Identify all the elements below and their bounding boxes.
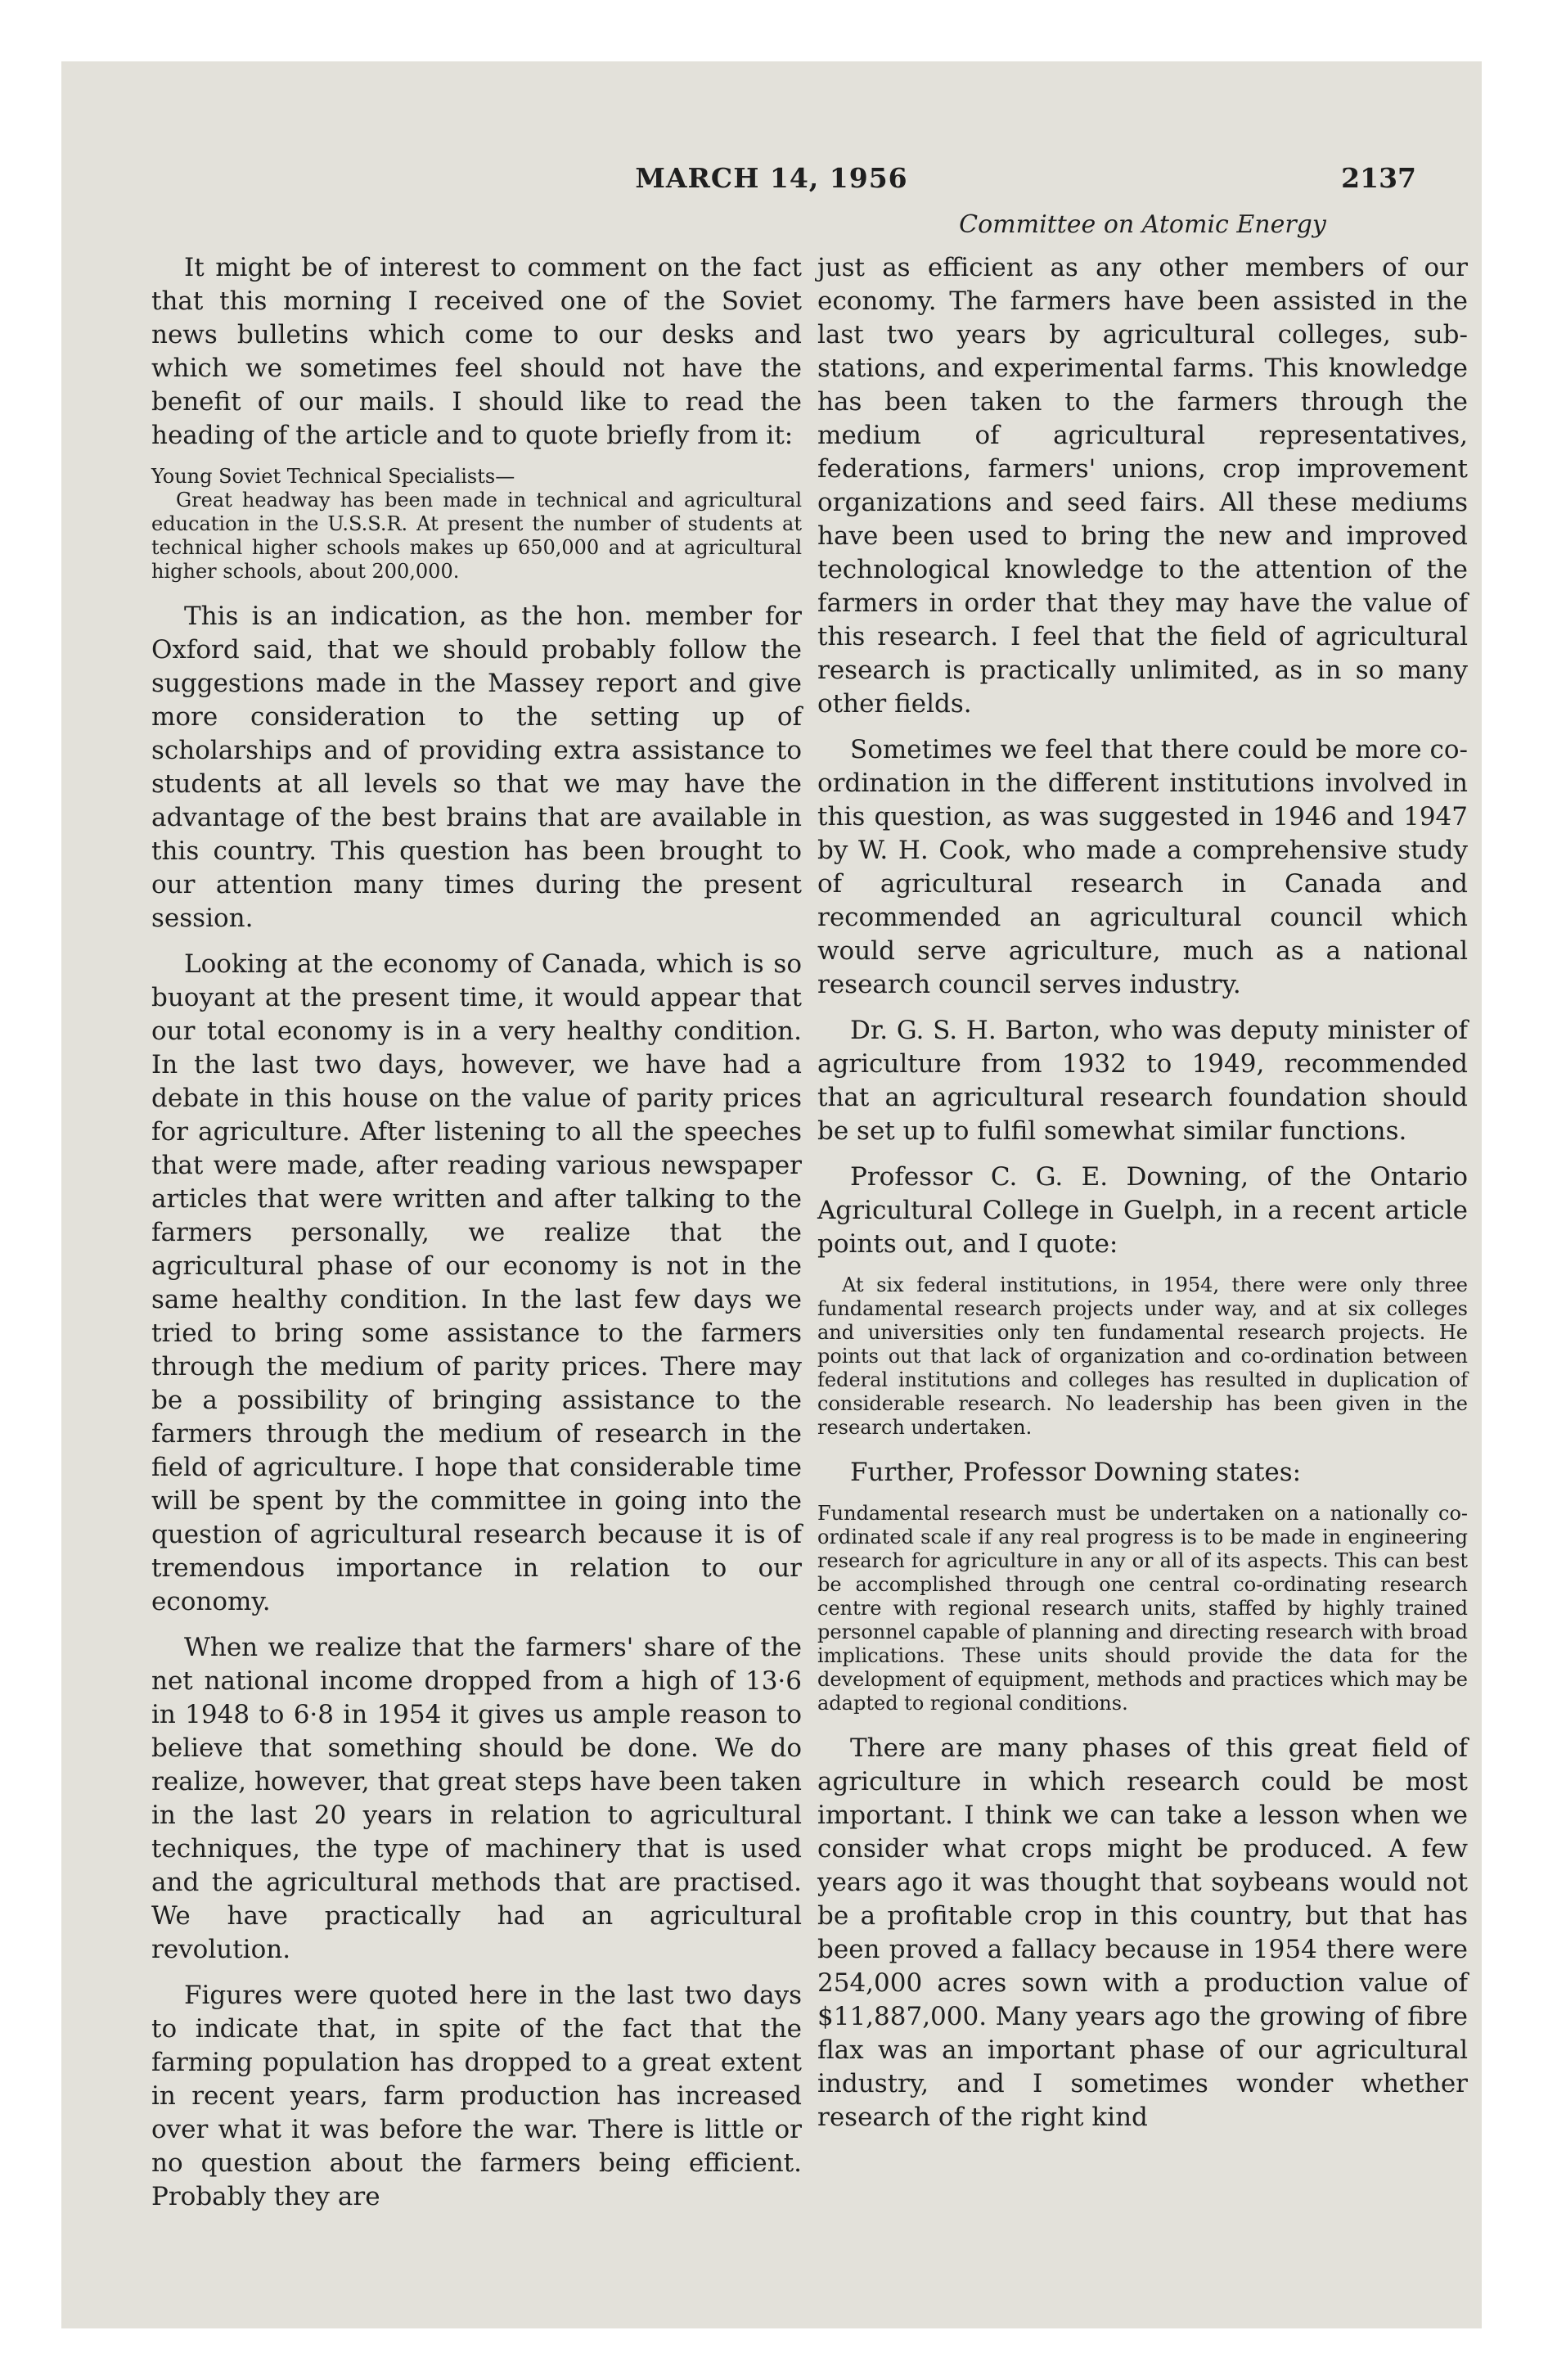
quote-body: Great headway has been made in technical and agricultural education in the U.S.S.R. At present the number of students at technical higher schools makes up 650,000 and at agricultural higher schools, about 200,000. [151,489,802,583]
right-paragraph-4: Professor C. G. E. Downing, of the Ontario Agricultural College in Guelph, in a recent article points out, and I quote: [817,1162,1468,1259]
page-header [61,162,1482,211]
downing-quote-1 [817,1273,1468,1440]
right-column [817,210,1468,2147]
right-paragraph-3: Dr. G. S. H. Barton, who was deputy minister of agriculture from 1932 to 1949, recommended that an agricultural research foundation should be set up to fulfil somewhat similar functions. [817,1016,1468,1146]
document-page [61,61,1482,2328]
left-paragraph-2: This is an indication, as the hon. member for Oxford said, that we should probably follow the suggestions made in the Massey report and give more consideration to the setting up of scholarships and of providing extra assistance to students at all levels so that we may have the advantage of the best brains that are available in this country. This question has been brought to our attention many times during the present session. [151,602,802,933]
quote-2-body: Fundamental research must be undertaken on a nationally co-ordinated scale if any real progress is to be made in engineering research for agriculture in any or all of its aspects. This can best be accomplished through one central co-ordinating research centre with regional research units, staffed by highly trained personnel capable of planning and directing research with broad implications. These units should provide the data for the development of equipment, methods and practices which may be adapted to regional conditions. [817,1502,1468,1715]
quote-title: Young Soviet Technical Specialists— [151,465,515,488]
page-date: MARCH 14, 1956 [635,162,908,194]
right-paragraph-6: There are many phases of this great field of agriculture in which research could be most important. I think we can take a lesson when we consider what crops might be produced. A few years ago it was thought that soybeans would not be a profitable crop in this country, but that has been proved a fallacy because in 1954 there were 254,000 acres sown with a production value of $11,887,000. Many years ago the growing of fibre flax was an important phase of our agricultural industry, and I sometimes wonder whether research of the right kind [817,1733,1468,2132]
left-paragraph-4: When we realize that the farmers' share of the net national income dropped from a high of 13·6 in 1948 to 6·8 in 1954 it gives us ample reason to believe that something should be done. We do realize, however, that great steps have been taken in the last 20 years in relation to agricultural techniques, the type of machinery that is used and the agricultural methods that are practised. We have practically had an agricultural revolution. [151,1633,802,1964]
quote-1-body: At six federal institutions, in 1954, there were only three fundamental research projects under way, and at six colleges and universities only ten fundamental research projects. He points out that lack of organization and co-ordination between federal institutions and colleges has resulted in duplication of considerable research. No leadership has been given in the research undertaken. [817,1273,1468,1439]
page-number: 2137 [1341,162,1416,194]
downing-quote-2 [817,1502,1468,1715]
left-paragraph-1: It might be of interest to comment on the fact that this morning I received one of the Soviet news bulletins which come to our desks and which we sometimes feel should not have the benefit of our mails. I should like to read the heading of the article and to quote briefly from it: [151,253,802,450]
soviet-bulletin-quote [151,465,802,584]
right-paragraph-1: just as efficient as any other members of our economy. The farmers have been assisted in the last two years by agricultural colleges, sub-stations, and experimental farms. This knowledge has been taken to the farmers through the medium of agricultural representatives, federations, farmers' unions, crop improvement organizations and seed fairs. All these mediums have been used to bring the new and improved technological knowledge to the attention of the farmers in order that they may have the value of this research. I feel that the field of agricultural research is practically unlimited, as in so many other fields. [817,253,1468,719]
right-paragraph-2: Sometimes we feel that there could be more co-ordination in the different institutions involved in this question, as was suggested in 1946 and 1947 by W. H. Cook, who made a comprehensive study of agricultural research in Canada and recommended an agricultural council which would serve agriculture, much as a national research council serves industry. [817,735,1468,999]
left-column [151,251,802,2226]
running-subheading: Committee on Atomic Energy [959,210,1326,239]
left-paragraph-3: Looking at the economy of Canada, which is so buoyant at the present time, it would appear that our total economy is in a very healthy condition. In the last two days, however, we have had a debate in this house on the value of parity prices for agriculture. After listening to all the speeches that were made, after reading various newspaper articles that were written and after talking to the farmers personally, we realize that the agricultural phase of our economy is not in the same healthy condition. In the last few days we tried to bring some assistance to the farmers through the medium of parity prices. There may be a possibility of bringing assistance to the farmers through the medium of research in the field of agriculture. I hope that considerable time will be spent by the committee in going into the question of agricultural research because it is of tremendous importance in relation to our economy. [151,949,802,1616]
right-paragraph-5: Further, Professor Downing states: [850,1458,1302,1487]
left-paragraph-5: Figures were quoted here in the last two days to indicate that, in spite of the fact that the farming population has dropped to a great extent in recent years, farm production has increased over what it was before the war. There is little or no question about the farmers being efficient. Probably they are [151,1981,802,2211]
